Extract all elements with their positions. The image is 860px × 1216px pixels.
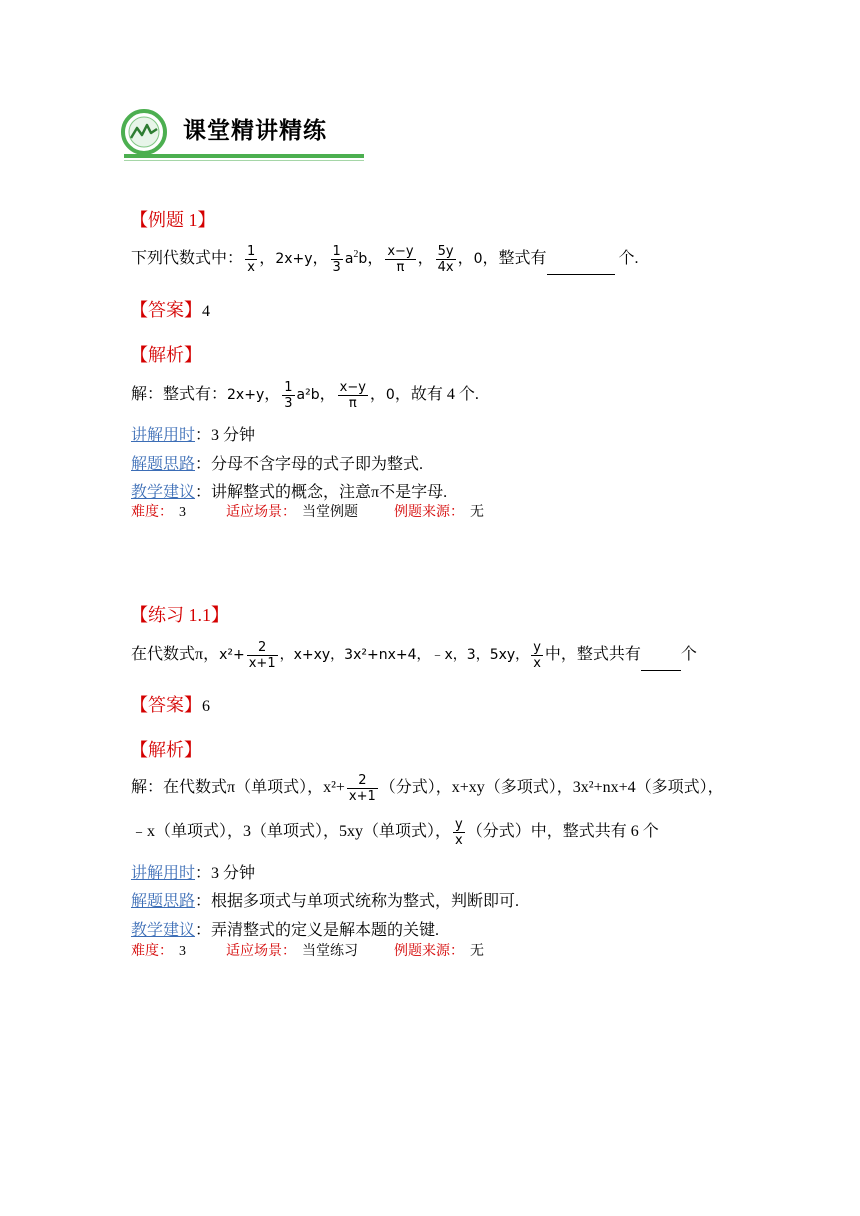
idea-row: 解题思路：分母不含字母的式子即为整式. [131,456,424,473]
chart-logo-icon [120,108,168,156]
analysis-heading: 【解析】 [130,345,202,365]
question-prefix: 下列代数式中： [131,250,244,268]
fraction: $\frac{x-y}{\pi}$ [339,380,366,411]
fraction: $\frac{y}{x}$ [455,817,463,848]
solution-text-line1: 解：在代数式π（单项式），x²+ $\frac{2}{x+1}$ （分式），x+xy（多项式），3x²+nx+4（多项式）， [131,773,724,804]
exercise-question: 在代数式π，x²+ $\frac{2}{x+1}$ ，x+xy，3x²+nx+4，﹣x，3，5xy， $\frac{y}{x}$ 中，整式共有 个 [131,640,697,671]
solution-text-line2: ﹣x（单项式），3（单项式），5xy（单项式）， $\frac{y}{x}$ （分式）中，整式共有 6 个 [131,817,659,848]
time-row: 讲解用时：3 分钟 [131,427,256,444]
time-label: 讲解用时 [131,865,196,882]
fraction: $\frac{2}{x+1}$ [248,640,276,671]
answer-row: 【答案】6 [130,695,210,715]
example-heading: 【例题 1】 [130,210,216,230]
answer-value: 6 [202,698,210,715]
fraction: $\frac{5y}{4x}$ [437,244,454,275]
solution-text: 解：整式有：2x+y， $\frac{1}{3}$ a²b， $\frac{x-y}{\pi}$ ，0，故有 4 个. [131,380,479,411]
advice-label: 教学建议 [131,484,196,501]
time-label: 讲解用时 [131,427,196,444]
analysis-heading: 【解析】 [130,740,202,760]
meta-row: 难度： 3 适应场景： 当堂例题 例题来源： 无 [131,505,484,520]
idea-label: 解题思路 [131,456,196,473]
fraction: $\frac{y}{x}$ [533,640,541,671]
example-question: 下列代数式中： $\frac{1}{x}$ ，2x+y， $\frac{1}{3}$ $a^2b$， $\frac{x-y}{\pi}$ ， $\frac{5y}{4x}$ ，0，整式有 个. [131,244,639,275]
title-underline-thin [124,160,364,161]
idea-row: 解题思路：根据多项式与单项式统称为整式，判断即可. [131,893,520,910]
answer-value: 4 [202,303,210,320]
answer-blank [641,656,681,671]
title-underline [124,154,364,158]
answer-row: 【答案】4 [130,300,210,320]
answer-blank [547,260,615,275]
meta-row: 难度： 3 适应场景： 当堂练习 例题来源： 无 [131,944,484,959]
section-title: 课堂精讲精练 [183,118,327,144]
exercise-heading: 【练习 1.1】 [130,605,229,625]
fraction: $\frac{1}{3}$ [332,244,341,275]
fraction: $\frac{2}{x+1}$ [348,773,376,804]
advice-row: 教学建议：讲解整式的概念，注意π不是字母. [131,484,448,501]
fraction: $\frac{1}{x}$ [247,244,256,275]
time-row: 讲解用时：3 分钟 [131,865,256,882]
advice-row: 教学建议：弄清整式的定义是解本题的关键. [131,922,440,939]
idea-label: 解题思路 [131,893,196,910]
advice-label: 教学建议 [131,922,196,939]
fraction: $\frac{1}{3}$ [284,380,293,411]
fraction: $\frac{x-y}{\pi}$ [387,244,414,275]
